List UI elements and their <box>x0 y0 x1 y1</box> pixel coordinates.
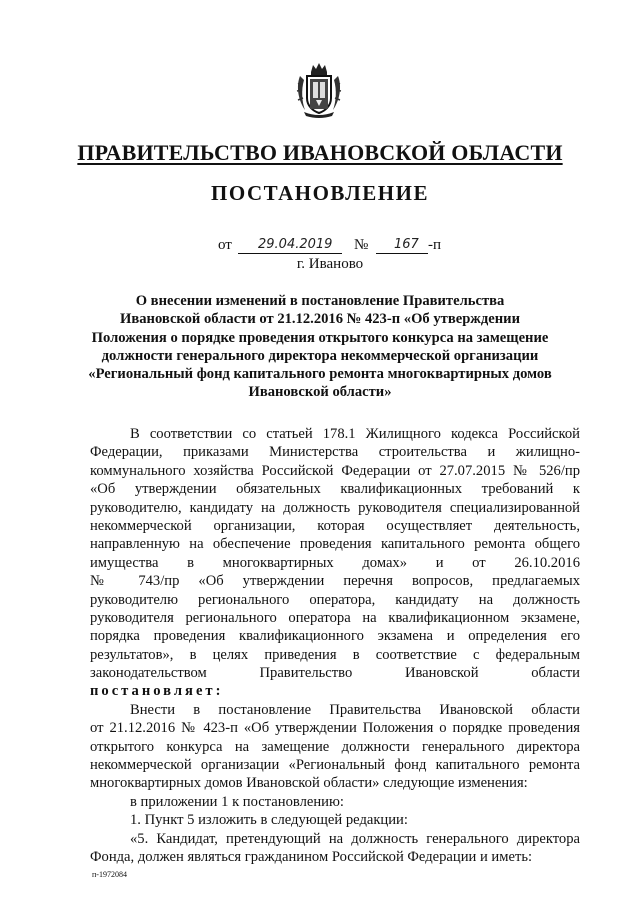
resolves-word: постановляет: <box>90 683 224 700</box>
number-underline <box>376 253 428 254</box>
body-line: № 743/пр «Об утверждении перечня вопросов, предлагаемых <box>90 573 580 590</box>
body-line: «5. Кандидат, претендующий на должность генерального директора <box>130 830 580 847</box>
body-line: руководителю, кандидату на должность руководителя специализированной <box>90 499 580 516</box>
number-sign: № <box>354 237 369 253</box>
document-body <box>90 425 580 866</box>
date-prefix: от <box>218 237 232 253</box>
body-line: направленную на обеспечение проведения капитального ремонта общего <box>90 536 580 553</box>
number-suffix: -п <box>428 237 442 253</box>
body-line: законодательством Правительство Ивановской области <box>90 665 580 682</box>
body-line: порядка проведения квалификационного экзамена и определения его <box>90 628 580 645</box>
body-line: «Об утверждении обязательных квалификационных требований к <box>90 481 580 498</box>
heading-line: Положения о порядке проведения открытого конкурса на замещение <box>91 329 549 346</box>
heading-line: «Региональный фонд капитального ремонта многоквартирных домов <box>88 366 552 383</box>
date-underline <box>238 253 342 254</box>
body-line: многоквартирных домов Ивановской области» следующие изменения: <box>90 775 528 792</box>
city: г. Иваново <box>296 256 364 272</box>
body-line: в приложении 1 к постановлению: <box>130 793 344 810</box>
body-line: открытого конкурса на замещение должности генерального директора <box>90 738 580 755</box>
body-line: Федерации, приказами Министерства строительства и жилищно- <box>90 444 580 461</box>
document-number: 167 <box>394 237 419 252</box>
body-line: имущества в многоквартирных домах» и от 26.10.2016 <box>90 554 580 571</box>
heading-line: должности генерального директора некоммерческой организации <box>101 347 539 364</box>
body-line: Внести в постановление Правительства Ивановской области <box>130 701 580 718</box>
body-line: коммунального хозяйства Российской Федерации от 27.07.2015 № 526/пр <box>90 462 580 479</box>
heading-line: Ивановской области от 21.12.2016 № 423-п «Об утверждении <box>120 311 520 328</box>
document-type: ПОСТАНОВЛЕНИЕ <box>211 181 429 205</box>
body-line: 1. Пункт 5 изложить в следующей редакции: <box>130 812 408 829</box>
body-line: В соответствии со статьей 178.1 Жилищного кодекса Российской <box>130 426 580 442</box>
document-date: 29.04.2019 <box>258 237 333 252</box>
heading-line: Ивановской области» <box>248 384 392 401</box>
body-line: от 21.12.2016 № 423-п «Об утверждении Положения о порядке проведения <box>90 720 580 737</box>
footer-code: п-1972084 <box>92 870 127 879</box>
body-line: некоммерческой организации, которая осуществляет деятельность, <box>90 517 580 534</box>
organization-title: ПРАВИТЕЛЬСТВО ИВАНОВСКОЙ ОБЛАСТИ <box>77 140 563 165</box>
body-line: результатов», в целях приведения в соответствие с федеральным <box>90 646 580 663</box>
document-heading <box>80 292 560 402</box>
body-line: руководителю регионального оператора, кандидату на должность <box>90 591 580 608</box>
heading-line: О внесении изменений в постановление Правительства <box>135 293 505 309</box>
body-line: некоммерческой организации «Региональный фонд капитального ремонта <box>90 757 580 774</box>
body-line: Фонда, должен являться гражданином Российской Федерации и иметь: <box>90 848 533 865</box>
body-line: руководителя регионального оператора на квалификационном экзамене, <box>90 609 580 626</box>
coat-of-arms-icon <box>296 62 342 118</box>
